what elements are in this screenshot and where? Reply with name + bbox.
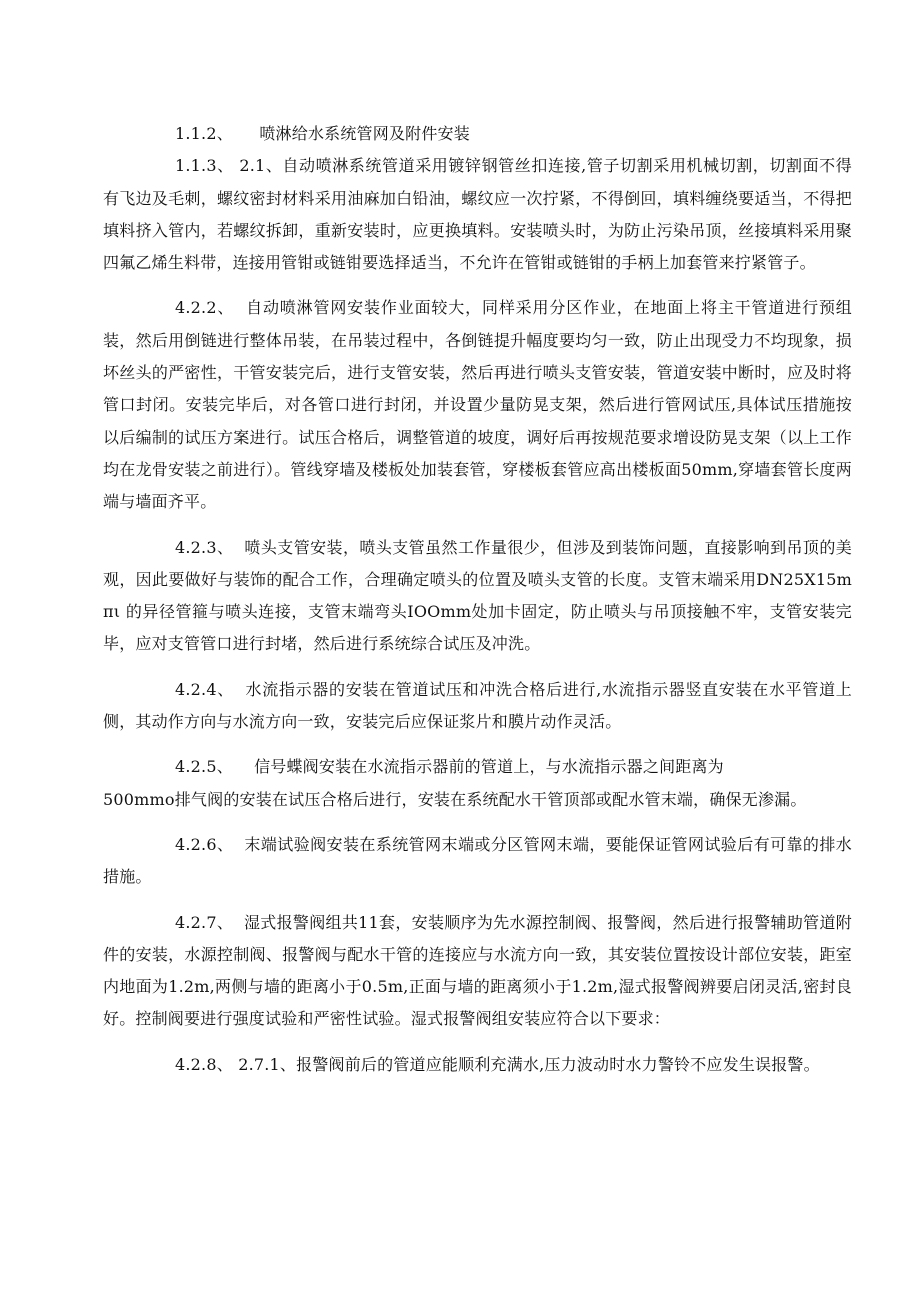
paragraph-signal-butterfly-valve — [103, 751, 852, 783]
clause-number: 1.1.3、 — [175, 156, 234, 176]
clause-text: 喷淋给水系统管网及附件安装 — [259, 124, 470, 143]
clause-number: 4.2.2、 — [175, 298, 235, 318]
clause-text: 喷头支管安装，喷头支管虽然工作量很少，但涉及到装饰问题，直接影响到吊顶的美观，因此要做好与装饰的配合工作，合理确定喷头的位置及喷头支管的长度。支管末端采用DN25X15mπι 的异径管箍与喷头连接，支管末端弯头IOOmm处加卡固定，防止喷头与吊顶接触不牢，支管安装完毕，应对支管管口进行封堵，然后进行系统综合试压及冲洗。 — [103, 537, 852, 654]
heading-sprinkler-pipe-network — [103, 118, 852, 150]
clause-text: 湿式报警阀组共11套，安装顺序为先水源控制阀、报警阀，然后进行报警辅助管道附件的安装，水源控制阀、报警阀与配水干管的连接应与水流方向一致，其安装位置按设计部位安装，距室内地面为1.2m,两侧与墙的距离小于0.5m,正面与墙的距离须小于1.2m,湿式报警阀辨要启闭灵活,密封良好。控制阀要进行强度试验和严密性试验。湿式报警阀组安装应符合以下要求： — [103, 912, 852, 1029]
paragraph-network-installation — [103, 292, 852, 518]
clause-number: 4.2.5、 — [175, 757, 233, 777]
clause-number: 4.2.6、 — [175, 834, 234, 854]
paragraph-pipe-threading — [103, 150, 852, 279]
clause-text: 2.7.1、报警阀前后的管道应能顺利充满水,压力波动时水力警铃不应发生误报警。 — [238, 1054, 820, 1074]
paragraph-flow-indicator — [103, 674, 852, 739]
clause-number: 1.1.2、 — [175, 124, 233, 143]
clause-number: 4.2.7、 — [175, 912, 234, 932]
paragraph-exhaust-valve — [103, 784, 852, 816]
paragraph-sprinkler-branch — [103, 532, 852, 661]
clause-text: 信号蝶阀安装在水流指示器前的管道上，与水流指示器之间距离为 — [254, 757, 724, 777]
clause-text: 自动喷淋管网安装作业面较大，同样采用分区作业，在地面上将主干管道进行预组装，然后用倒链进行整体吊装，在吊装过程中，各倒链提升幅度要均匀一致，防止出现受力不均现象，损坏丝头的严密性，干管安装完后，进行支管安装，然后再进行喷头支管安装，管道安装中断时，应及时将管口封闭。安装完毕后，对各管口进行封闭，并设置少量防晃支架，然后进行管网试压,具体试压措施按以后编制的试压方案进行。试压合格后，调整管道的坡度，调好后再按规范要求增设防晃支架（以上工作均在龙骨安装之前进行）。管线穿墙及楼板处加装套管，穿楼板套管应高出楼板面50mm,穿墙套管长度两端与墙面齐平。 — [103, 298, 852, 512]
clause-text: 末端试验阀安装在系统管网末端或分区管网末端，要能保证管网试验后有可靠的排水措施。 — [103, 834, 852, 887]
clause-number: 4.2.4、 — [175, 679, 234, 699]
clause-text: 水流指示器的安装在管道试压和冲洗合格后进行,水流指示器竖直安装在水平管道上侧，其动作方向与水流方向一致，安装完后应保证浆片和膜片动作灵活。 — [103, 679, 852, 732]
clause-number: 4.2.3、 — [175, 537, 234, 557]
clause-text: 500mmo排气阀的安装在试压合格后进行，安装在系统配水干管顶部或配水管末端，确保无渗漏。 — [103, 789, 807, 809]
paragraph-wet-alarm-valve — [103, 907, 852, 1036]
paragraph-end-test-valve — [103, 829, 852, 894]
clause-text: 2.1、自动喷淋系统管道采用镀锌钢管丝扣连接,管子切割采用机械切割，切割面不得有飞边及毛刺，螺纹密封材料采用油麻加白铅油，螺纹应一次拧紧，不得倒回，填料缠绕要适当，不得把填料挤入管内，若螺纹拆卸，重新安装时，应更换填料。安装喷头时，为防止污染吊顶，丝接填料采用聚四氟乙烯生料带，连接用管钳或链钳要选择适当，不允许在管钳或链钳的手柄上加套管来拧紧管子。 — [103, 156, 852, 273]
paragraph-alarm-valve-piping — [103, 1049, 852, 1081]
clause-number: 4.2.8、 — [175, 1054, 233, 1074]
